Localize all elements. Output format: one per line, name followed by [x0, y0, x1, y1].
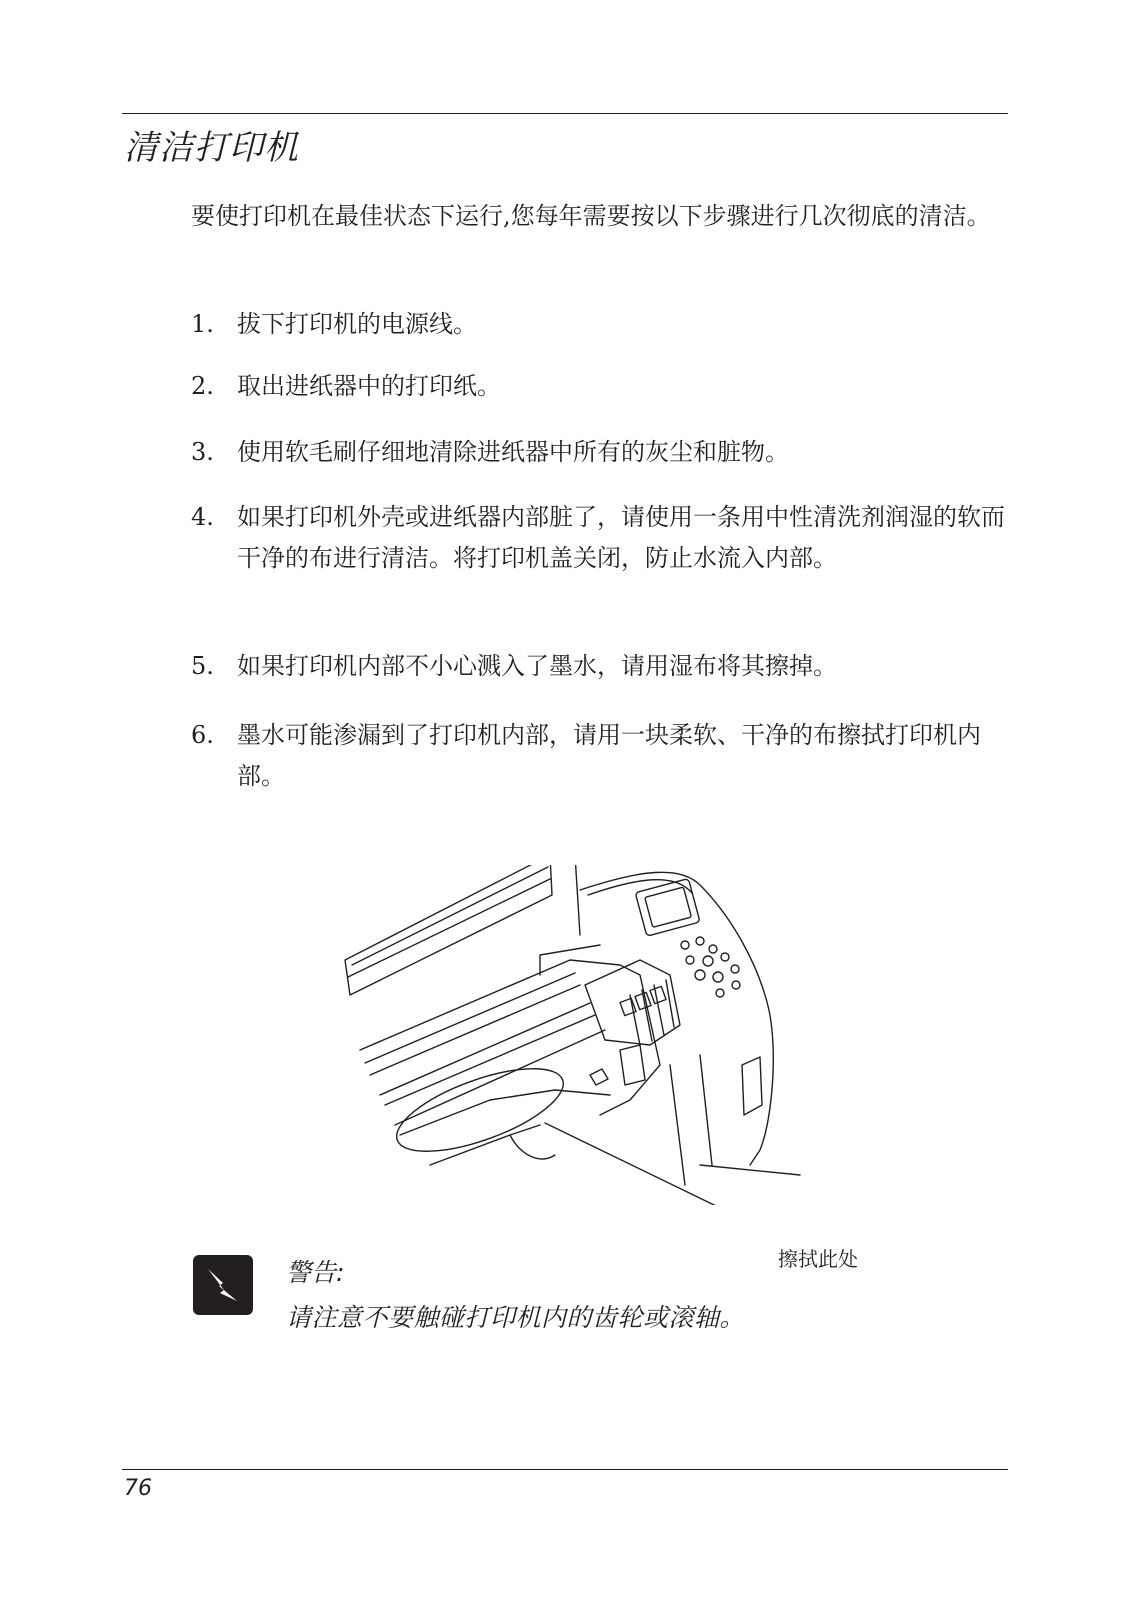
- step-3: [191, 432, 1011, 473]
- step-1: [191, 304, 1011, 345]
- step-number: 6.: [191, 721, 214, 749]
- step-6: [191, 715, 1007, 797]
- warning-lightning-icon: [193, 1255, 253, 1315]
- bottom-rule: [122, 1469, 1008, 1470]
- step-text: 如果打印机外壳或进纸器内部脏了，请使用一条用中性清洗剂润湿的软而干净的布进行清洁。将打印机盖关闭，防止水流入内部。: [237, 503, 1005, 572]
- step-number: 5.: [191, 652, 214, 680]
- step-5: [191, 646, 1011, 687]
- step-text: 使用软毛刷仔细地清除进纸器中所有的灰尘和脏物。: [237, 438, 789, 466]
- step-number: 3.: [191, 438, 214, 466]
- top-rule: [122, 113, 1008, 114]
- figure-callout: 擦拭此处: [778, 1247, 858, 1271]
- step-text: 取出进纸器中的打印纸。: [237, 372, 501, 400]
- step-number: 1.: [191, 310, 214, 338]
- warning-title: 警告:: [286, 1258, 345, 1287]
- step-text: 拔下打印机的电源线。: [237, 310, 477, 338]
- step-2: [191, 366, 1011, 407]
- step-number: 4.: [191, 503, 214, 531]
- step-4: [191, 497, 1007, 579]
- step-number: 2.: [191, 372, 214, 400]
- warning-text: 请注意不要触碰打印机内的齿轮或滚轴。: [286, 1303, 746, 1332]
- printer-illustration: [340, 865, 830, 1205]
- intro-paragraph: 要使打印机在最佳状态下运行,您每年需要按以下步骤进行几次彻底的清洁。: [191, 202, 991, 230]
- step-text: 如果打印机内部不小心溅入了墨水，请用湿布将其擦掉。: [237, 652, 837, 680]
- page-number: 76: [124, 1476, 152, 1501]
- page-title: 清洁打印机: [124, 128, 299, 168]
- step-text: 墨水可能渗漏到了打印机内部，请用一块柔软、干净的布擦拭打印机内部。: [237, 721, 981, 790]
